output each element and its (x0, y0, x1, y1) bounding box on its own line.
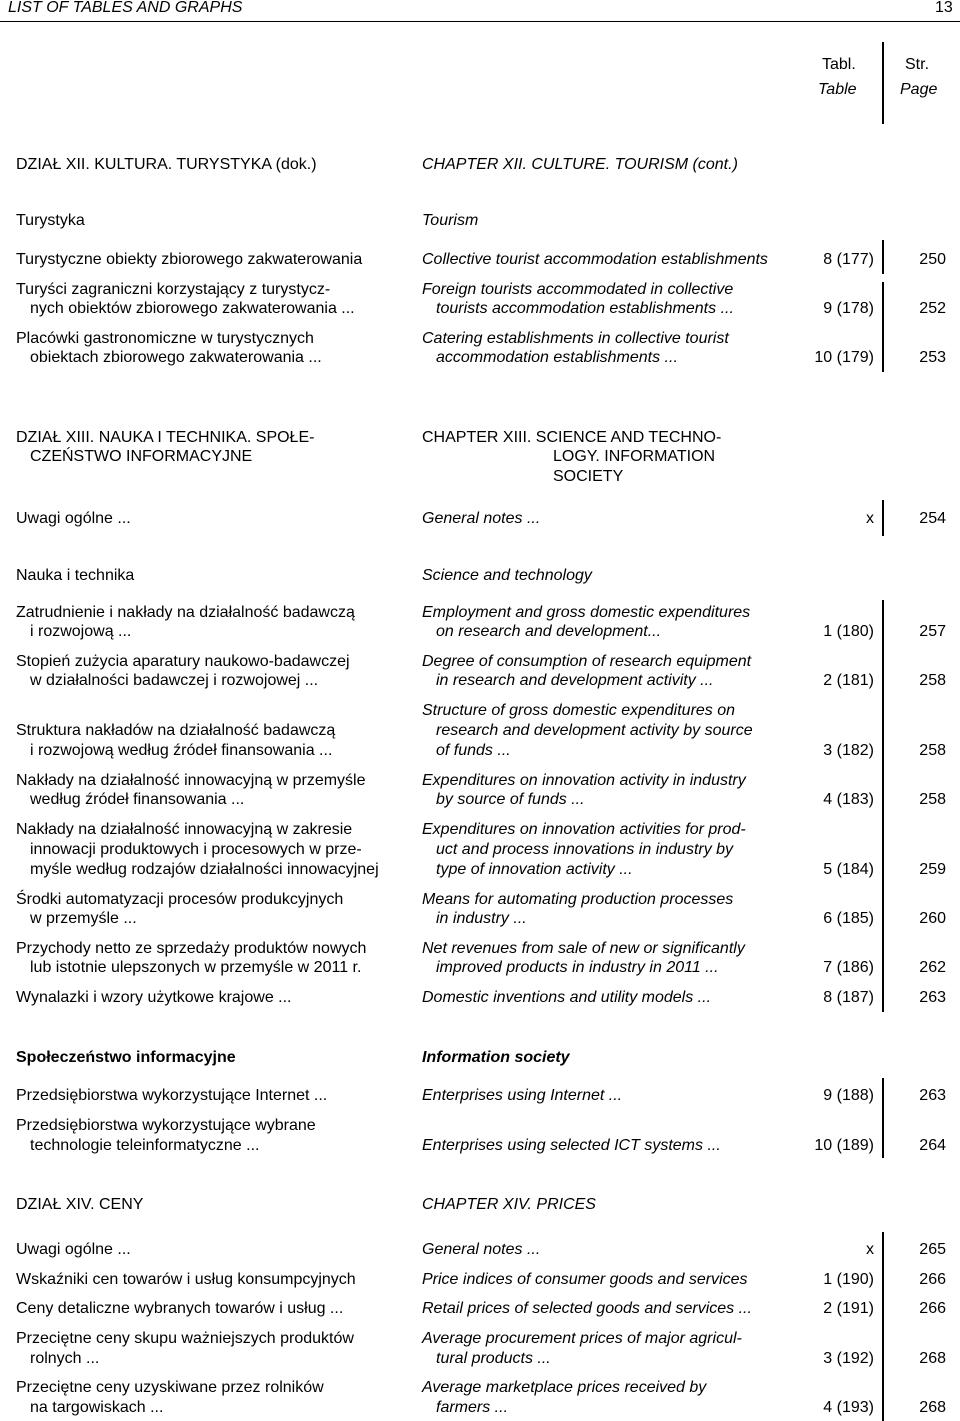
section-title-en: Information society (422, 1049, 570, 1066)
page-ref: 266 (919, 1271, 946, 1288)
list-item-en: Structure of gross domestic expenditures on (422, 702, 736, 719)
chapter12-section-pl: Turystyka (16, 212, 85, 229)
table-number: 8 (187) (823, 989, 874, 1006)
table-number: 1 (180) (823, 623, 874, 640)
table-number: 8 (177) (823, 251, 874, 268)
page-ref: 250 (919, 251, 946, 268)
list-item-en: on research and development... (436, 623, 662, 640)
list-item-pl: Placówki gastronomiczne w turystycznych (16, 330, 314, 347)
list-item-pl: Wynalazki i wzory użytkowe krajowe ... (16, 989, 292, 1006)
list-item-pl: według źródeł finansowania ... (30, 791, 245, 808)
list-item-pl: technologie teleinformatyczne ... (30, 1137, 260, 1154)
chapter13-title-en: CHAPTER XIII. SCIENCE AND TECHNO- (422, 429, 722, 446)
col-header-page: Page (900, 81, 938, 98)
list-item-en: Enterprises using Internet ... (422, 1087, 623, 1104)
list-item-en: Domestic inventions and utility models ... (422, 989, 712, 1006)
chapter14-title-pl: DZIAŁ XIV. CENY (16, 1196, 144, 1213)
list-item-pl: Nakłady na działalność innowacyjną w zakresie (16, 821, 353, 838)
list-item-en: Average marketplace prices received by (422, 1379, 707, 1396)
list-item-en: farmers ... (436, 1399, 509, 1416)
chapter12-title-pl: DZIAŁ XII. KULTURA. TURYSTYKA (dok.) (16, 156, 317, 173)
section-title-pl: Nauka i technika (16, 567, 135, 584)
list-item-en: of funds ... (436, 742, 511, 759)
list-item-en: Price indices of consumer goods and services (422, 1271, 748, 1288)
page-ref: 268 (919, 1350, 946, 1367)
page-ref: 266 (919, 1300, 946, 1317)
col-divider (882, 240, 884, 274)
page-ref: 253 (919, 349, 946, 366)
col-header-table: Table (818, 81, 857, 98)
table-number: 6 (185) (823, 910, 874, 927)
list-item-pl: Ceny detaliczne wybranych towarów i usług ... (16, 1300, 344, 1317)
chapter14-title-en: CHAPTER XIV. PRICES (422, 1196, 596, 1213)
table-number: 4 (193) (823, 1399, 874, 1416)
page-ref: 258 (919, 791, 946, 808)
col-header-divider (882, 42, 884, 124)
page-ref: 258 (919, 672, 946, 689)
list-item-en: Enterprises using selected ICT systems ... (422, 1137, 721, 1154)
chapter13-title-pl: CZEŃSTWO INFORMACYJNE (30, 448, 253, 465)
list-item-en: Catering establishments in collective tourist (422, 330, 729, 347)
list-item-en: Expenditures on innovation activities for prod- (422, 821, 746, 838)
list-item-en: Expenditures on innovation activity in industry (422, 772, 746, 789)
list-item-en: in research and development activity ... (436, 672, 714, 689)
page-ref: 257 (919, 623, 946, 640)
page-ref: 262 (919, 959, 946, 976)
page-ref: 258 (919, 742, 946, 759)
list-item-en: accommodation establishments ... (436, 349, 678, 366)
general-notes-en: General notes ... (422, 510, 541, 527)
list-item-en: Net revenues from sale of new or significantly (422, 940, 745, 957)
page-ref: 268 (919, 1399, 946, 1416)
list-item-en: uct and process innovations in industry by (436, 841, 734, 858)
list-item-pl: Przedsiębiorstwa wykorzystujące Internet ... (16, 1087, 328, 1104)
general-notes-pl: Uwagi ogólne ... (16, 510, 131, 527)
table-number: 10 (189) (814, 1137, 874, 1154)
table-number: 2 (191) (823, 1300, 874, 1317)
col-divider (882, 1078, 884, 1158)
list-item-pl: Przedsiębiorstwa wykorzystujące wybrane (16, 1117, 316, 1134)
list-item-en: Foreign tourists accommodated in collective (422, 281, 734, 298)
list-item-en: tural products ... (436, 1350, 551, 1367)
col-divider (882, 600, 884, 1012)
list-item-pl: na targowiskach ... (30, 1399, 164, 1416)
list-item-en: type of innovation activity ... (436, 861, 633, 878)
list-item-en: by source of funds ... (436, 791, 585, 808)
col-header-tabl: Tabl. (822, 56, 856, 73)
table-number: 7 (186) (823, 959, 874, 976)
list-item-en: improved products in industry in 2011 ... (436, 959, 719, 976)
table-number: x (866, 510, 874, 527)
page-ref: 254 (919, 510, 946, 527)
list-item-pl: w przemyśle ... (30, 910, 137, 927)
page-header-title: LIST OF TABLES AND GRAPHS (8, 0, 243, 16)
table-number: 10 (179) (814, 349, 874, 366)
list-item-pl: obiektach zbiorowego zakwaterowania ... (30, 349, 322, 366)
list-item-pl: w działalności badawczej i rozwojowej ... (30, 672, 319, 689)
page-ref: 260 (919, 910, 946, 927)
list-item-pl: rolnych ... (30, 1350, 100, 1367)
chapter13-title-pl: DZIAŁ XIII. NAUKA I TECHNIKA. SPOŁE- (16, 429, 315, 446)
header-rule (0, 21, 960, 22)
col-divider (882, 500, 884, 536)
page-ref: 265 (919, 1241, 946, 1258)
list-item-pl: Uwagi ogólne ... (16, 1241, 131, 1258)
list-item-pl: Turystyczne obiekty zbiorowego zakwaterowania (16, 251, 363, 268)
list-item-pl: Wskaźniki cen towarów i usług konsumpcyjnych (16, 1271, 356, 1288)
list-item-en: Average procurement prices of major agricul- (422, 1330, 742, 1347)
list-item-pl: i rozwojową według źródeł finansowania ... (30, 742, 333, 759)
table-number: 2 (181) (823, 672, 874, 689)
page-number: 13 (935, 0, 953, 16)
chapter13-title-en: SOCIETY (553, 468, 624, 485)
list-item-pl: Nakłady na działalność innowacyjną w przemyśle (16, 772, 366, 789)
chapter12-section-en: Tourism (422, 212, 479, 229)
list-item-pl: innowacji produktowych i procesowych w prze- (30, 841, 362, 858)
section-title-pl: Społeczeństwo informacyjne (16, 1049, 236, 1066)
table-number: 1 (190) (823, 1271, 874, 1288)
page-ref: 263 (919, 1087, 946, 1104)
page-ref: 263 (919, 989, 946, 1006)
page-ref: 252 (919, 300, 946, 317)
table-number: 9 (178) (823, 300, 874, 317)
list-item-en: tourists accommodation establishments ... (436, 300, 734, 317)
chapter13-title-en: LOGY. INFORMATION (553, 448, 716, 465)
list-item-pl: myśle według rodzajów działalności innowacyjnej (30, 861, 379, 878)
list-item-en: research and development activity by source (436, 722, 753, 739)
page-ref: 264 (919, 1137, 946, 1154)
list-item-en: Retail prices of selected goods and services ... (422, 1300, 752, 1317)
list-item-pl: lub istotnie ulepszonych w przemyśle w 2011 r. (30, 959, 362, 976)
list-item-pl: Zatrudnienie i nakłady na działalność badawczą (16, 604, 355, 621)
col-header-str: Str. (905, 56, 930, 73)
chapter12-title-en: CHAPTER XII. CULTURE. TOURISM (cont.) (422, 156, 738, 173)
list-item-pl: Przeciętne ceny uzyskiwane przez rolników (16, 1379, 324, 1396)
list-item-pl: Turyści zagraniczni korzystający z turystycz- (16, 281, 331, 298)
list-item-pl: Przychody netto ze sprzedaży produktów nowych (16, 940, 367, 957)
list-item-en: General notes ... (422, 1241, 541, 1258)
list-item-en: Degree of consumption of research equipment (422, 653, 752, 670)
col-divider (882, 1232, 884, 1421)
table-number: 5 (184) (823, 861, 874, 878)
table-number: 4 (183) (823, 791, 874, 808)
table-number: x (866, 1241, 874, 1258)
section-title-en: Science and technology (422, 567, 592, 584)
list-item-en: Employment and gross domestic expenditures (422, 604, 751, 621)
list-item-en: Means for automating production processes (422, 891, 734, 908)
list-item-pl: i rozwojową ... (30, 623, 132, 640)
table-number: 3 (192) (823, 1350, 874, 1367)
table-number: 3 (182) (823, 742, 874, 759)
list-item-pl: Struktura nakładów na działalność badawczą (16, 722, 336, 739)
list-item-pl: Stopień zużycia aparatury naukowo-badawczej (16, 653, 350, 670)
list-item-pl: Przeciętne ceny skupu ważniejszych produktów (16, 1330, 354, 1347)
col-divider (882, 282, 884, 372)
page-ref: 259 (919, 861, 946, 878)
list-item-pl: Środki automatyzacji procesów produkcyjnych (16, 891, 344, 908)
list-item-pl: nych obiektów zbiorowego zakwaterowania ... (30, 300, 355, 317)
list-item-en: in industry ... (436, 910, 527, 927)
list-item-en: Collective tourist accommodation establishments (422, 251, 768, 268)
table-number: 9 (188) (823, 1087, 874, 1104)
